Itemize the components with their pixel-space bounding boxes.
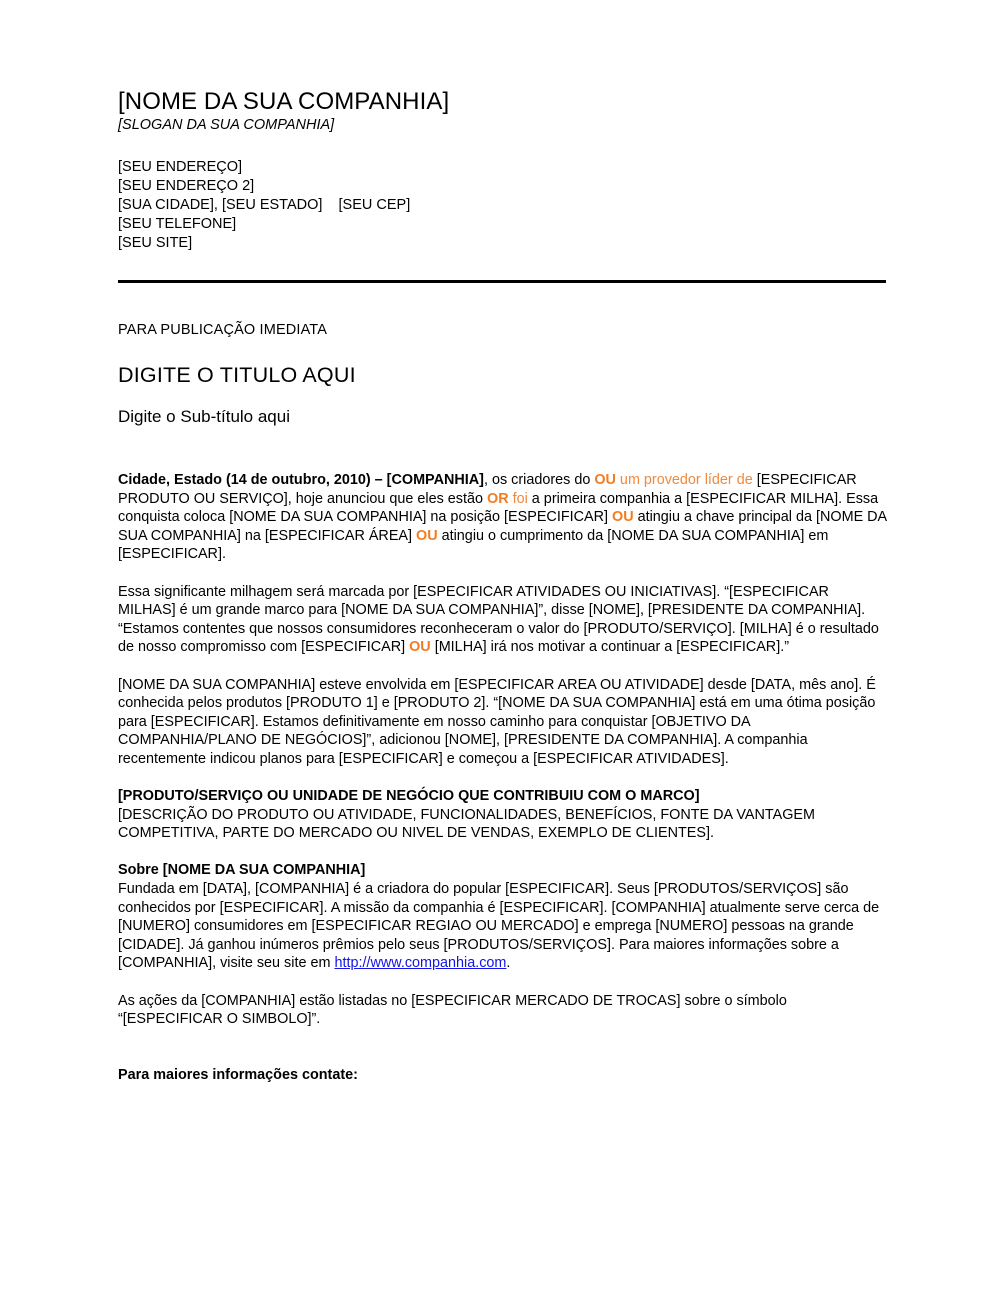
quote-segment-2: [MILHA] irá nos motivar a continuar a [ESPECIFICAR].” bbox=[430, 639, 789, 656]
release-notice: PARA PUBLICAÇÃO IMEDIATA bbox=[118, 322, 328, 338]
paragraph-about bbox=[118, 880, 888, 973]
page-title: DIGITE O TITULO AQUI bbox=[118, 363, 356, 387]
lead-segment-4: atingiu a chave principal da [NOME DA SUA COMPANHIA] na [ESPECIFICAR ÁREA] bbox=[118, 509, 887, 544]
document-content bbox=[118, 88, 888, 1084]
lead-segment-3: a primeira companhia a [ESPECIFICAR MILHA]. Essa conquista coloca [NOME DA SUA COMPANHIA] na posição [ESPECIFICAR] bbox=[118, 490, 879, 526]
paragraph-quote bbox=[118, 583, 888, 657]
quote-segment-1: Essa significante milhagem será marcada por [ESPECIFICAR ATIVIDADES OU INICIATIVAS]. “[ESPECIFICAR MILHAS] é um grande marco para [NOME DA SUA COMPANHIA]”, disse [NOME], [PRESIDENTE DA COMPANHIA]. “Estamos contentes que nossos consumidores reconheceram o valor do [PRODUTO/SERVIÇO]. [MILHA] é o resultado de nosso compromisso com [ESPECIFICAR] bbox=[118, 583, 879, 656]
alt-marker-or-2: OR bbox=[487, 490, 509, 507]
alt-text-1: um provedor líder de bbox=[615, 472, 753, 488]
letterhead bbox=[118, 88, 888, 253]
address-line-phone: [SEU TELEFONE] bbox=[118, 216, 237, 232]
alt-text-2: foi bbox=[508, 490, 528, 507]
section-heading-about: Sobre [NOME DA SUA COMPANHIA] bbox=[118, 862, 366, 879]
company-slogan: [SLOGAN DA SUA COMPANHIA] bbox=[118, 117, 335, 133]
address-line-website: [SEU SITE] bbox=[118, 235, 193, 251]
company-name: [NOME DA SUA COMPANHIA] bbox=[118, 88, 450, 115]
address-line-city-state-zip: [SUA CIDADE], [SEU ESTADO] [SEU CEP] bbox=[118, 197, 411, 213]
body-copy bbox=[118, 471, 888, 1084]
alt-marker-ou-5: OU bbox=[409, 639, 431, 656]
horizontal-rule bbox=[118, 280, 886, 283]
about-segment-1: Fundada em [DATA], [COMPANHIA] é a criadora do popular [ESPECIFICAR]. Seus [PRODUTOS/SERVIÇOS] são conhecidos por [ESPECIFICAR]. A missão da companhia é [ESPECIFICAR]. [COMPANHIA] atualmente serve cerca de [NUMERO] consumidores em [ESPECIFICAR REGIAO OU MERCADO] e emprega [NUMERO] pessoas na grande [CIDADE]. Já ganhou inúmeros prêmios pelo seus [PRODUTOS/SERVIÇOS]. Para maiores informações sobre a [COMPANHIA], visite seu site em bbox=[118, 881, 880, 972]
address-line-2: [SEU ENDEREÇO 2] bbox=[118, 178, 255, 194]
address-line-1: [SEU ENDEREÇO] bbox=[118, 159, 243, 175]
alt-marker-ou-4: OU bbox=[416, 527, 438, 544]
lead-segment-5: atingiu o cumprimento da [NOME DA SUA COMPANHIA] em [ESPECIFICAR]. bbox=[118, 527, 829, 563]
address-block bbox=[118, 158, 888, 253]
paragraph-product-description: [DESCRIÇÃO DO PRODUTO OU ATIVIDADE, FUNCIONALIDADES, BENEFÍCIOS, FONTE DA VANTAGEM COMPETITIVA, PARTE DO MERCADO OU NIVEL DE VENDAS, EXEMPLO DE CLIENTES]. bbox=[118, 806, 815, 842]
dateline: Cidade, Estado (14 de outubro, 2010) – [COMPANHIA] bbox=[118, 472, 484, 488]
paragraph-background: [NOME DA SUA COMPANHIA] esteve envolvida em [ESPECIFICAR AREA OU ATIVIDADE] desde [DATA, mês ano]. É conhecida pelos produtos [PRODUTO 1] e [PRODUTO 2]. “[NOME DA SUA COMPANHIA] está em uma ótima posição para [ESPECIFICAR]. Estamos definitivamente em nosso caminho para conquistar [OBJETIVO DA COMPANHIA/PLANO DE NEGÓCIOS]”, adicionou [NOME], [PRESIDENTE DA COMPANHIA]. A companhia recentemente indicou planos para [ESPECIFICAR] e começou a [ESPECIFICAR ATIVIDADES]. bbox=[118, 676, 876, 767]
alt-marker-ou-1: OU bbox=[594, 472, 616, 488]
alt-marker-ou-3: OU bbox=[612, 509, 634, 526]
paragraph-stock: As ações da [COMPANHIA] estão listadas no [ESPECIFICAR MERCADO DE TROCAS] sobre o símbolo “[ESPECIFICAR O SIMBOLO]”. bbox=[118, 992, 787, 1028]
company-website-link[interactable]: http://www.companhia.com bbox=[334, 955, 507, 972]
paragraph-lead bbox=[118, 471, 888, 564]
lead-segment-2: [ESPECIFICAR PRODUTO OU SERVIÇO], hoje anunciou que eles estão bbox=[118, 472, 857, 507]
lead-segment-1: , os criadores do bbox=[483, 472, 595, 488]
section-heading-product: [PRODUTO/SERVIÇO OU UNIDADE DE NEGÓCIO QUE CONTRIBUIU COM O MARCO] bbox=[118, 788, 700, 805]
contact-heading: Para maiores informações contate: bbox=[118, 1066, 358, 1083]
page-subtitle: Digite o Sub-título aqui bbox=[118, 407, 290, 426]
about-segment-2: . bbox=[506, 955, 511, 972]
